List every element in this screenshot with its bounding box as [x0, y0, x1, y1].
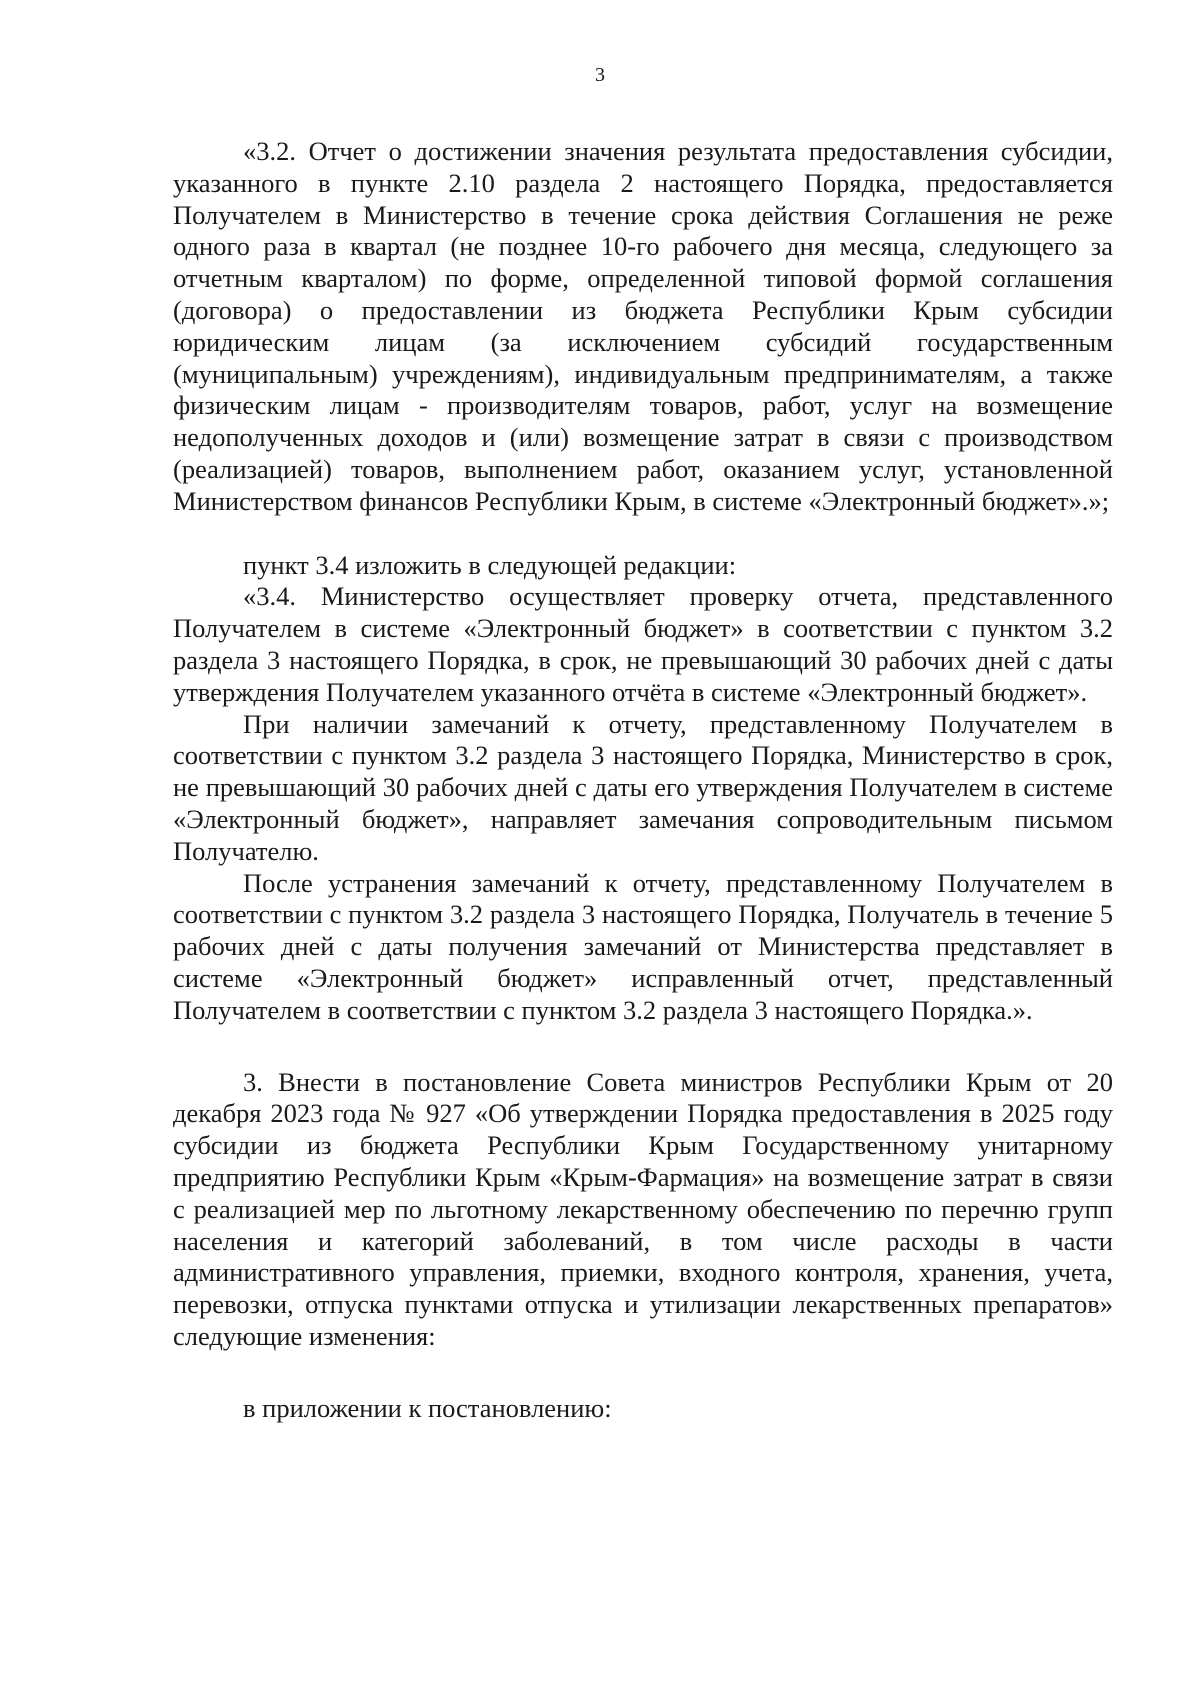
paragraph-remarks: При наличии замечаний к отчету, представленному Получателем в соответствии с пунктом 3.2 раздела 3 настоящего Порядка, Министерство в срок, не превышающий 30 рабочих дней с даты его утверждения Получателем в системе «Электронный бюджет», направляет замечания сопроводительным письмом Получателю. [173, 708, 1113, 866]
paragraph-3-4-check: «3.4. Министерство осуществляет проверку отчета, представленного Получателем в системе «Электронный бюджет» в соответствии с пунктом 3.2 раздела 3 настоящего Порядка, в срок, не превышающий 30 рабочих дней с даты утверждения Получателем указанного отчёта в системе «Электронный бюджет». [173, 581, 1113, 707]
paragraph-3-2-report: «3.2. Отчет о достижении значения результата предоставления субсидии, указанного в пункте 2.10 раздела 2 настоящего Порядка, предоставляется Получателем в Министерство в течение срока действия Соглашения не реже одного раза в квартал (не позднее 10-го рабочего дня месяца, следующего за отчетным кварталом) по форме, определенной типовой формой соглашения (договора) о предоставлении из бюджета Республики Крым субсидии юридическим лицам (за исключением субсидий государственным (муниципальным) учреждениям), индивидуальным предпринимателям, а также физическим лицам - производителям товаров, работ, услуг на возмещение недополученных доходов и (или) возмещение затрат в связи с производством (реализацией) товаров, выполнением работ, оказанием услуг, установленной Министерством финансов Республики Крым, в системе «Электронный бюджет».»; [173, 136, 1113, 516]
document-body [173, 136, 1113, 1424]
paragraph-point-3-4-intro: пункт 3.4 изложить в следующей редакции: [243, 549, 737, 580]
paragraph-appendix-intro: в приложении к постановлению: [243, 1392, 612, 1423]
page-number: 3 [595, 64, 605, 86]
paragraph-item-3-amendments: 3. Внести в постановление Совета министров Республики Крым от 20 декабря 2023 года № 927 «Об утверждении Порядка предоставления в 2025 году субсидии из бюджета Республики Крым Государственному унитарному предприятию Республики Крым «Крым-Фармация» на возмещение затрат в связи с реализацией мер по льготному лекарственному обеспечению по перечню групп населения и категорий заболеваний, в том числе расходы в части административного управления, приемки, входного контроля, хранения, учета, перевозки, отпуска пунктами отпуска и утилизации лекарственных препаратов» следующие изменения: [173, 1066, 1113, 1351]
paragraph-corrections: После устранения замечаний к отчету, представленному Получателем в соответствии с пунктом 3.2 раздела 3 настоящего Порядка, Получатель в течение 5 рабочих дней с даты получения замечаний от Министерства представляет в системе «Электронный бюджет» исправленный отчет, представленный Получателем в соответствии с пунктом 3.2 раздела 3 настоящего Порядка.». [173, 867, 1113, 1025]
